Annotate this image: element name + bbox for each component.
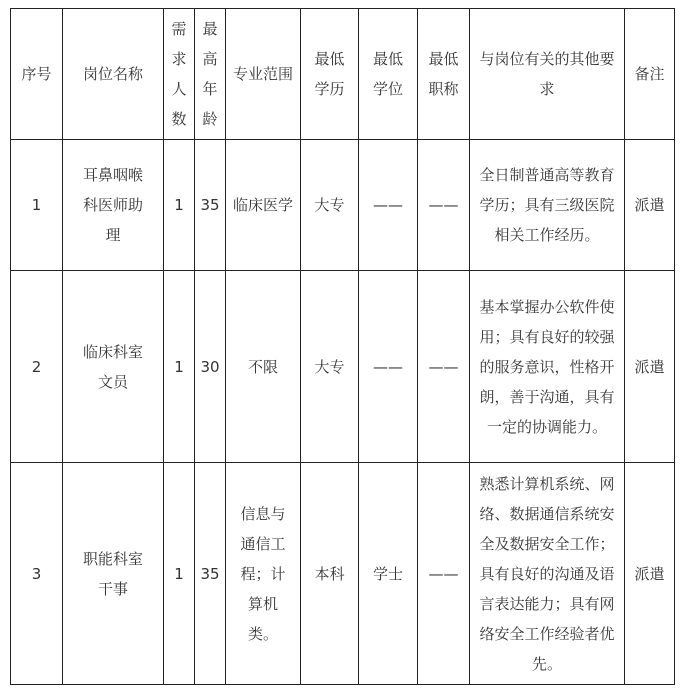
header-count: 需求人数	[164, 9, 195, 140]
header-max-age: 最高年龄	[195, 9, 226, 140]
header-major: 专业范围	[226, 9, 301, 140]
cell-count: 1	[164, 140, 195, 271]
cell-position: 耳鼻咽喉科医师助理	[63, 140, 164, 271]
table-row	[11, 463, 675, 685]
cell-education: 大专	[301, 140, 359, 271]
cell-degree: ——	[359, 140, 418, 271]
cell-remark: 派遣	[625, 140, 675, 271]
cell-title: ——	[418, 140, 470, 271]
cell-position: 职能科室干事	[63, 463, 164, 685]
cell-max-age: 35	[195, 140, 226, 271]
header-other: 与岗位有关的其他要求	[470, 9, 625, 140]
header-remark: 备注	[625, 9, 675, 140]
cell-seq: 1	[11, 140, 63, 271]
cell-other: 基本掌握办公软件使用；具有良好的较强的服务意识，性格开朗，善于沟通，具有一定的协调能力。	[470, 271, 625, 463]
cell-education: 大专	[301, 271, 359, 463]
cell-count: 1	[164, 271, 195, 463]
cell-seq: 2	[11, 271, 63, 463]
cell-count: 1	[164, 463, 195, 685]
header-degree: 最低学位	[359, 9, 418, 140]
cell-position: 临床科室文员	[63, 271, 164, 463]
recruitment-table	[10, 8, 675, 685]
header-title: 最低职称	[418, 9, 470, 140]
cell-degree: 学士	[359, 463, 418, 685]
cell-other: 熟悉计算机系统、网络、数据通信系统安全及数据安全工作；具有良好的沟通及语言表达能力；具有网络安全工作经验者优先。	[470, 463, 625, 685]
cell-max-age: 35	[195, 463, 226, 685]
cell-education: 本科	[301, 463, 359, 685]
header-position: 岗位名称	[63, 9, 164, 140]
table-row	[11, 271, 675, 463]
cell-title: ——	[418, 463, 470, 685]
cell-max-age: 30	[195, 271, 226, 463]
cell-degree: ——	[359, 271, 418, 463]
header-row	[11, 9, 675, 140]
cell-major: 信息与通信工程；计算机类。	[226, 463, 301, 685]
cell-title: ——	[418, 271, 470, 463]
cell-seq: 3	[11, 463, 63, 685]
table-row	[11, 140, 675, 271]
cell-remark: 派遣	[625, 271, 675, 463]
header-education: 最低学历	[301, 9, 359, 140]
header-seq: 序号	[11, 9, 63, 140]
cell-other: 全日制普通高等教育学历；具有三级医院相关工作经历。	[470, 140, 625, 271]
cell-major: 不限	[226, 271, 301, 463]
cell-remark: 派遣	[625, 463, 675, 685]
cell-major: 临床医学	[226, 140, 301, 271]
